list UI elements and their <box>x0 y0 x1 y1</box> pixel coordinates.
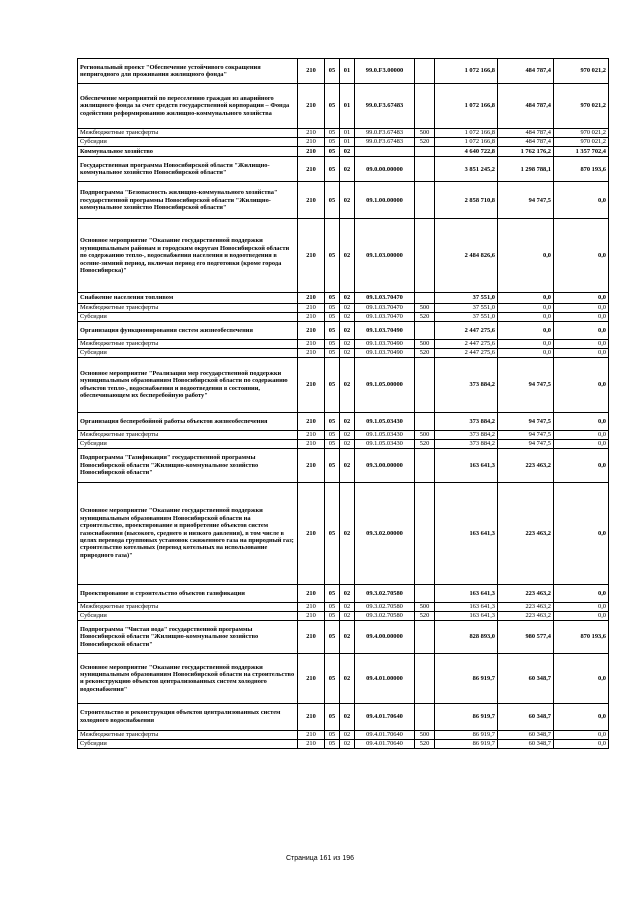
row-name-cell: Основное мероприятие "Оказание государственной поддержки муниципальным районам и городским округам Новосибирской области по содержанию тепло-, водоснабжения населения и водоотведения в осенне-зимний период, включая период его подготовки (кроме города Новосибирска)" <box>78 219 298 293</box>
row-pr-cell: 01 <box>340 138 355 147</box>
row-vr-cell <box>415 703 435 730</box>
row-name-cell: Государственная программа Новосибирской области "Жилищно-коммунальное хозяйство Новосибирской области" <box>78 157 298 182</box>
row-csr-cell: 09.3.02.70580 <box>355 611 415 620</box>
row-sum-year3-cell: 1 357 702,4 <box>554 147 609 157</box>
row-pr-cell: 02 <box>340 147 355 157</box>
row-rz-cell: 05 <box>325 84 340 129</box>
row-sum-year3-cell: 0,0 <box>554 321 609 339</box>
row-csr-cell <box>355 147 415 157</box>
row-rz-cell: 05 <box>325 439 340 448</box>
row-pr-cell: 02 <box>340 602 355 611</box>
row-rz-cell: 05 <box>325 219 340 293</box>
row-pr-cell: 02 <box>340 739 355 748</box>
row-sum-year2-cell: 484 787,4 <box>498 138 554 147</box>
row-rz-cell: 05 <box>325 620 340 653</box>
row-pr-cell: 02 <box>340 703 355 730</box>
row-grbs-cell: 210 <box>298 348 325 357</box>
row-name-cell: Организация бесперебойной работы объектов жизнеобеспечения <box>78 412 298 430</box>
row-vr-cell: 500 <box>415 303 435 312</box>
table-row <box>78 157 609 182</box>
row-sum-year2-cell: 223 463,2 <box>498 448 554 482</box>
row-name-cell: Субсидии <box>78 348 298 357</box>
row-sum-year3-cell: 0,0 <box>554 412 609 430</box>
row-sum-year1-cell: 163 641,3 <box>435 448 498 482</box>
row-name-cell: Субсидии <box>78 312 298 321</box>
row-pr-cell: 02 <box>340 448 355 482</box>
row-sum-year1-cell: 4 640 722,8 <box>435 147 498 157</box>
row-grbs-cell: 210 <box>298 219 325 293</box>
row-rz-cell: 05 <box>325 412 340 430</box>
row-sum-year2-cell: 94 747,5 <box>498 412 554 430</box>
row-sum-year2-cell: 484 787,4 <box>498 84 554 129</box>
row-sum-year2-cell: 484 787,4 <box>498 59 554 84</box>
row-pr-cell: 02 <box>340 348 355 357</box>
row-csr-cell: 09.0.00.00000 <box>355 157 415 182</box>
row-vr-cell <box>415 84 435 129</box>
row-sum-year3-cell: 0,0 <box>554 219 609 293</box>
row-name-cell: Организация функционирования систем жизнеобеспечения <box>78 321 298 339</box>
row-rz-cell: 05 <box>325 348 340 357</box>
row-sum-year3-cell: 0,0 <box>554 730 609 739</box>
row-vr-cell <box>415 321 435 339</box>
row-sum-year1-cell: 373 884,2 <box>435 439 498 448</box>
row-rz-cell: 05 <box>325 303 340 312</box>
row-sum-year3-cell: 870 193,6 <box>554 620 609 653</box>
row-sum-year2-cell: 0,0 <box>498 219 554 293</box>
table-row <box>78 138 609 147</box>
row-sum-year1-cell: 373 884,2 <box>435 430 498 439</box>
row-csr-cell: 09.1.03.70490 <box>355 339 415 348</box>
row-sum-year1-cell: 37 551,0 <box>435 312 498 321</box>
row-csr-cell: 09.1.05.03430 <box>355 430 415 439</box>
row-pr-cell: 02 <box>340 339 355 348</box>
row-vr-cell: 520 <box>415 138 435 147</box>
row-csr-cell: 09.1.03.70470 <box>355 303 415 312</box>
row-rz-cell: 05 <box>325 739 340 748</box>
table-row <box>78 439 609 448</box>
row-name-cell: Основное мероприятие "Оказание государственной поддержки муниципальным образованиям Новосибирской области на строительство и реконструкцию объектов централизованных систем холодного водоснабжения" <box>78 653 298 703</box>
row-rz-cell: 05 <box>325 430 340 439</box>
row-grbs-cell: 210 <box>298 703 325 730</box>
table-row <box>78 59 609 84</box>
table-row <box>78 730 609 739</box>
table-row <box>78 219 609 293</box>
row-pr-cell: 02 <box>340 653 355 703</box>
row-sum-year1-cell: 1 072 166,8 <box>435 138 498 147</box>
row-sum-year3-cell: 0,0 <box>554 653 609 703</box>
row-sum-year2-cell: 60 348,7 <box>498 730 554 739</box>
table-row <box>78 620 609 653</box>
table-row <box>78 293 609 303</box>
row-sum-year1-cell: 1 072 166,8 <box>435 59 498 84</box>
row-rz-cell: 05 <box>325 339 340 348</box>
row-grbs-cell: 210 <box>298 312 325 321</box>
row-sum-year2-cell: 0,0 <box>498 339 554 348</box>
row-vr-cell: 520 <box>415 439 435 448</box>
row-rz-cell: 05 <box>325 321 340 339</box>
row-vr-cell <box>415 59 435 84</box>
row-csr-cell: 99.0.F3.67483 <box>355 84 415 129</box>
budget-table-sheet <box>77 58 608 749</box>
row-vr-cell <box>415 293 435 303</box>
row-vr-cell: 500 <box>415 730 435 739</box>
row-grbs-cell: 210 <box>298 321 325 339</box>
row-sum-year2-cell: 0,0 <box>498 321 554 339</box>
row-csr-cell: 09.1.05.03430 <box>355 439 415 448</box>
row-vr-cell <box>415 182 435 219</box>
table-row <box>78 348 609 357</box>
row-vr-cell: 500 <box>415 129 435 138</box>
row-sum-year1-cell: 37 551,0 <box>435 303 498 312</box>
row-vr-cell: 520 <box>415 611 435 620</box>
row-vr-cell <box>415 653 435 703</box>
row-name-cell: Подпрограмма "Газификация" государственной программы Новосибирской области "Жилищно-коммунальное хозяйство Новосибирской области" <box>78 448 298 482</box>
row-csr-cell: 09.1.03.70490 <box>355 321 415 339</box>
row-pr-cell: 02 <box>340 312 355 321</box>
row-grbs-cell: 210 <box>298 84 325 129</box>
row-grbs-cell: 210 <box>298 730 325 739</box>
row-rz-cell: 05 <box>325 357 340 412</box>
row-vr-cell <box>415 482 435 584</box>
row-csr-cell: 09.3.02.00000 <box>355 482 415 584</box>
table-row <box>78 303 609 312</box>
row-sum-year1-cell: 163 641,3 <box>435 602 498 611</box>
row-rz-cell: 05 <box>325 129 340 138</box>
row-sum-year2-cell: 60 348,7 <box>498 739 554 748</box>
row-pr-cell: 02 <box>340 182 355 219</box>
row-vr-cell <box>415 157 435 182</box>
row-sum-year3-cell: 0,0 <box>554 703 609 730</box>
row-sum-year1-cell: 86 919,7 <box>435 730 498 739</box>
page-number-label: Страница 161 из 196 <box>285 855 355 862</box>
row-sum-year1-cell: 2 858 710,8 <box>435 182 498 219</box>
row-pr-cell: 02 <box>340 620 355 653</box>
row-name-cell: Строительство и реконструкция объектов централизованных систем холодного водоснабжения <box>78 703 298 730</box>
row-sum-year3-cell: 0,0 <box>554 482 609 584</box>
table-row <box>78 129 609 138</box>
row-sum-year1-cell: 86 919,7 <box>435 653 498 703</box>
table-row <box>78 611 609 620</box>
row-pr-cell: 01 <box>340 129 355 138</box>
row-name-cell: Подпрограмма "Чистая вода" государственной программы Новосибирской области "Жилищно-коммунальное хозяйство Новосибирской области" <box>78 620 298 653</box>
row-grbs-cell: 210 <box>298 303 325 312</box>
row-rz-cell: 05 <box>325 157 340 182</box>
row-csr-cell: 09.4.01.70640 <box>355 730 415 739</box>
row-csr-cell: 09.4.01.00000 <box>355 653 415 703</box>
row-pr-cell: 02 <box>340 293 355 303</box>
row-grbs-cell: 210 <box>298 147 325 157</box>
row-pr-cell: 01 <box>340 84 355 129</box>
row-sum-year1-cell: 86 919,7 <box>435 703 498 730</box>
row-csr-cell: 09.4.00.00000 <box>355 620 415 653</box>
row-grbs-cell: 210 <box>298 439 325 448</box>
row-sum-year1-cell: 828 893,0 <box>435 620 498 653</box>
row-vr-cell: 520 <box>415 312 435 321</box>
row-rz-cell: 05 <box>325 138 340 147</box>
row-csr-cell: 09.3.00.00000 <box>355 448 415 482</box>
row-grbs-cell: 210 <box>298 620 325 653</box>
row-sum-year2-cell: 223 463,2 <box>498 602 554 611</box>
row-sum-year2-cell: 980 577,4 <box>498 620 554 653</box>
row-sum-year3-cell: 0,0 <box>554 293 609 303</box>
row-sum-year3-cell: 970 021,2 <box>554 59 609 84</box>
row-sum-year2-cell: 0,0 <box>498 303 554 312</box>
row-vr-cell: 520 <box>415 348 435 357</box>
row-csr-cell: 09.4.01.70640 <box>355 739 415 748</box>
row-vr-cell <box>415 448 435 482</box>
row-sum-year3-cell: 0,0 <box>554 448 609 482</box>
row-sum-year2-cell: 1 762 176,2 <box>498 147 554 157</box>
row-grbs-cell: 210 <box>298 430 325 439</box>
row-sum-year1-cell: 3 851 245,2 <box>435 157 498 182</box>
row-rz-cell: 05 <box>325 448 340 482</box>
row-name-cell: Межбюджетные трансферты <box>78 602 298 611</box>
row-pr-cell: 02 <box>340 157 355 182</box>
row-grbs-cell: 210 <box>298 129 325 138</box>
row-sum-year2-cell: 223 463,2 <box>498 611 554 620</box>
row-rz-cell: 05 <box>325 182 340 219</box>
row-csr-cell: 09.3.02.70580 <box>355 584 415 602</box>
row-grbs-cell: 210 <box>298 448 325 482</box>
row-name-cell: Снабжение населения топливом <box>78 293 298 303</box>
table-row <box>78 147 609 157</box>
row-rz-cell: 05 <box>325 293 340 303</box>
row-sum-year3-cell: 0,0 <box>554 348 609 357</box>
row-sum-year3-cell: 0,0 <box>554 312 609 321</box>
row-vr-cell <box>415 584 435 602</box>
table-row <box>78 339 609 348</box>
row-pr-cell: 02 <box>340 611 355 620</box>
row-grbs-cell: 210 <box>298 357 325 412</box>
row-sum-year3-cell: 970 021,2 <box>554 129 609 138</box>
row-sum-year2-cell: 223 463,2 <box>498 482 554 584</box>
row-csr-cell: 09.1.05.03430 <box>355 412 415 430</box>
row-pr-cell: 02 <box>340 482 355 584</box>
row-sum-year2-cell: 223 463,2 <box>498 584 554 602</box>
row-csr-cell: 99.0.F3.67483 <box>355 129 415 138</box>
table-row <box>78 653 609 703</box>
row-sum-year1-cell: 2 447 275,6 <box>435 348 498 357</box>
row-sum-year2-cell: 60 348,7 <box>498 703 554 730</box>
row-vr-cell <box>415 219 435 293</box>
row-sum-year2-cell: 1 298 788,1 <box>498 157 554 182</box>
row-grbs-cell: 210 <box>298 584 325 602</box>
row-pr-cell: 02 <box>340 321 355 339</box>
row-rz-cell: 05 <box>325 602 340 611</box>
row-name-cell: Межбюджетные трансферты <box>78 339 298 348</box>
row-name-cell: Коммунальное хозяйство <box>78 147 298 157</box>
row-name-cell: Основное мероприятие "Оказание государственной поддержки муниципальным образованиям Новосибирской области на строительство, проектирование и приобретение объектов систем газоснабжения (высокого, среднего и низкого давления), в том числе в целях перевода групповых установок сжиженного газа на природный газ; строительство котельных (перевод котельных на использование природного газа)" <box>78 482 298 584</box>
table-row <box>78 412 609 430</box>
row-pr-cell: 02 <box>340 303 355 312</box>
row-name-cell: Субсидии <box>78 739 298 748</box>
row-name-cell: Межбюджетные трансферты <box>78 129 298 138</box>
row-vr-cell <box>415 357 435 412</box>
row-grbs-cell: 210 <box>298 157 325 182</box>
row-sum-year2-cell: 0,0 <box>498 312 554 321</box>
table-row <box>78 448 609 482</box>
row-csr-cell: 09.3.02.70580 <box>355 602 415 611</box>
row-sum-year2-cell: 94 747,5 <box>498 357 554 412</box>
row-pr-cell: 02 <box>340 357 355 412</box>
row-sum-year1-cell: 2 447 275,6 <box>435 339 498 348</box>
row-sum-year1-cell: 163 641,3 <box>435 584 498 602</box>
row-sum-year1-cell: 86 919,7 <box>435 739 498 748</box>
row-pr-cell: 02 <box>340 412 355 430</box>
row-grbs-cell: 210 <box>298 339 325 348</box>
row-csr-cell: 09.4.01.70640 <box>355 703 415 730</box>
row-sum-year1-cell: 373 884,2 <box>435 357 498 412</box>
row-sum-year2-cell: 484 787,4 <box>498 129 554 138</box>
row-sum-year1-cell: 1 072 166,8 <box>435 84 498 129</box>
row-vr-cell <box>415 147 435 157</box>
row-vr-cell <box>415 620 435 653</box>
row-csr-cell: 99.0.F3.00000 <box>355 59 415 84</box>
table-row <box>78 182 609 219</box>
table-row <box>78 357 609 412</box>
row-sum-year1-cell: 1 072 166,8 <box>435 129 498 138</box>
row-grbs-cell: 210 <box>298 602 325 611</box>
row-pr-cell: 01 <box>340 59 355 84</box>
row-csr-cell: 09.1.03.70470 <box>355 293 415 303</box>
row-rz-cell: 05 <box>325 703 340 730</box>
row-sum-year3-cell: 0,0 <box>554 357 609 412</box>
row-sum-year3-cell: 0,0 <box>554 182 609 219</box>
row-vr-cell: 500 <box>415 339 435 348</box>
row-csr-cell: 09.1.05.00000 <box>355 357 415 412</box>
row-rz-cell: 05 <box>325 59 340 84</box>
row-sum-year1-cell: 2 484 826,6 <box>435 219 498 293</box>
row-name-cell: Межбюджетные трансферты <box>78 730 298 739</box>
row-grbs-cell: 210 <box>298 59 325 84</box>
row-rz-cell: 05 <box>325 584 340 602</box>
row-grbs-cell: 210 <box>298 611 325 620</box>
row-grbs-cell: 210 <box>298 293 325 303</box>
row-sum-year2-cell: 0,0 <box>498 293 554 303</box>
table-row <box>78 430 609 439</box>
row-grbs-cell: 210 <box>298 739 325 748</box>
row-sum-year1-cell: 37 551,0 <box>435 293 498 303</box>
row-pr-cell: 02 <box>340 584 355 602</box>
row-rz-cell: 05 <box>325 730 340 739</box>
table-row <box>78 312 609 321</box>
row-grbs-cell: 210 <box>298 653 325 703</box>
row-name-cell: Субсидии <box>78 611 298 620</box>
row-pr-cell: 02 <box>340 430 355 439</box>
table-row <box>78 602 609 611</box>
row-csr-cell: 09.1.03.00000 <box>355 219 415 293</box>
row-pr-cell: 02 <box>340 439 355 448</box>
row-vr-cell: 500 <box>415 602 435 611</box>
row-sum-year3-cell: 0,0 <box>554 439 609 448</box>
row-sum-year3-cell: 0,0 <box>554 339 609 348</box>
row-rz-cell: 05 <box>325 653 340 703</box>
row-sum-year3-cell: 0,0 <box>554 602 609 611</box>
row-sum-year2-cell: 0,0 <box>498 348 554 357</box>
table-row <box>78 84 609 129</box>
row-name-cell: Обеспечение мероприятий по переселению граждан из аварийного жилищного фонда за счет средств государственной корпорации – Фонда содействия реформированию жилищно-коммунального хозяйства <box>78 84 298 129</box>
row-grbs-cell: 210 <box>298 482 325 584</box>
row-csr-cell: 09.1.00.00000 <box>355 182 415 219</box>
row-sum-year2-cell: 60 348,7 <box>498 653 554 703</box>
row-sum-year2-cell: 94 747,5 <box>498 430 554 439</box>
row-rz-cell: 05 <box>325 482 340 584</box>
table-row <box>78 321 609 339</box>
row-name-cell: Межбюджетные трансферты <box>78 430 298 439</box>
row-name-cell: Субсидии <box>78 439 298 448</box>
row-sum-year3-cell: 970 021,2 <box>554 138 609 147</box>
row-pr-cell: 02 <box>340 730 355 739</box>
row-name-cell: Подпрограмма "Безопасность жилищно-коммунального хозяйства" государственной программы Новосибирской области "Жилищно-коммунальное хозяйство Новосибирской области" <box>78 182 298 219</box>
row-sum-year3-cell: 0,0 <box>554 739 609 748</box>
row-sum-year3-cell: 0,0 <box>554 303 609 312</box>
row-csr-cell: 09.1.03.70490 <box>355 348 415 357</box>
table-row <box>78 482 609 584</box>
row-grbs-cell: 210 <box>298 412 325 430</box>
table-row <box>78 584 609 602</box>
row-vr-cell: 520 <box>415 739 435 748</box>
row-vr-cell: 500 <box>415 430 435 439</box>
row-rz-cell: 05 <box>325 312 340 321</box>
row-rz-cell: 05 <box>325 147 340 157</box>
row-name-cell: Основное мероприятие "Реализация мер государственной поддержки муниципальным образованиям Новосибирской области по содержанию объектов тепло-, водоснабжения и водоотведения в состоянии, обеспечивающем их бесперебойную работу" <box>78 357 298 412</box>
row-grbs-cell: 210 <box>298 182 325 219</box>
row-vr-cell <box>415 412 435 430</box>
budget-table-body <box>78 59 609 749</box>
row-csr-cell: 99.0.F3.67483 <box>355 138 415 147</box>
budget-table <box>77 58 609 749</box>
table-row <box>78 739 609 748</box>
row-sum-year3-cell: 0,0 <box>554 584 609 602</box>
row-sum-year2-cell: 94 747,5 <box>498 182 554 219</box>
row-sum-year3-cell: 0,0 <box>554 430 609 439</box>
table-row <box>78 703 609 730</box>
row-name-cell: Субсидии <box>78 138 298 147</box>
row-grbs-cell: 210 <box>298 138 325 147</box>
page-footer <box>0 855 640 862</box>
row-name-cell: Региональный проект "Обеспечение устойчивого сокращения непригодного для проживания жилищного фонда" <box>78 59 298 84</box>
row-sum-year3-cell: 870 193,6 <box>554 157 609 182</box>
row-name-cell: Проектирование и строительство объектов газификации <box>78 584 298 602</box>
row-pr-cell: 02 <box>340 219 355 293</box>
row-sum-year1-cell: 163 641,3 <box>435 482 498 584</box>
row-sum-year3-cell: 0,0 <box>554 611 609 620</box>
row-sum-year2-cell: 94 747,5 <box>498 439 554 448</box>
row-name-cell: Межбюджетные трансферты <box>78 303 298 312</box>
row-sum-year3-cell: 970 021,2 <box>554 84 609 129</box>
row-sum-year1-cell: 2 447 275,6 <box>435 321 498 339</box>
row-csr-cell: 09.1.03.70470 <box>355 312 415 321</box>
row-sum-year1-cell: 373 884,2 <box>435 412 498 430</box>
row-rz-cell: 05 <box>325 611 340 620</box>
row-sum-year1-cell: 163 641,3 <box>435 611 498 620</box>
